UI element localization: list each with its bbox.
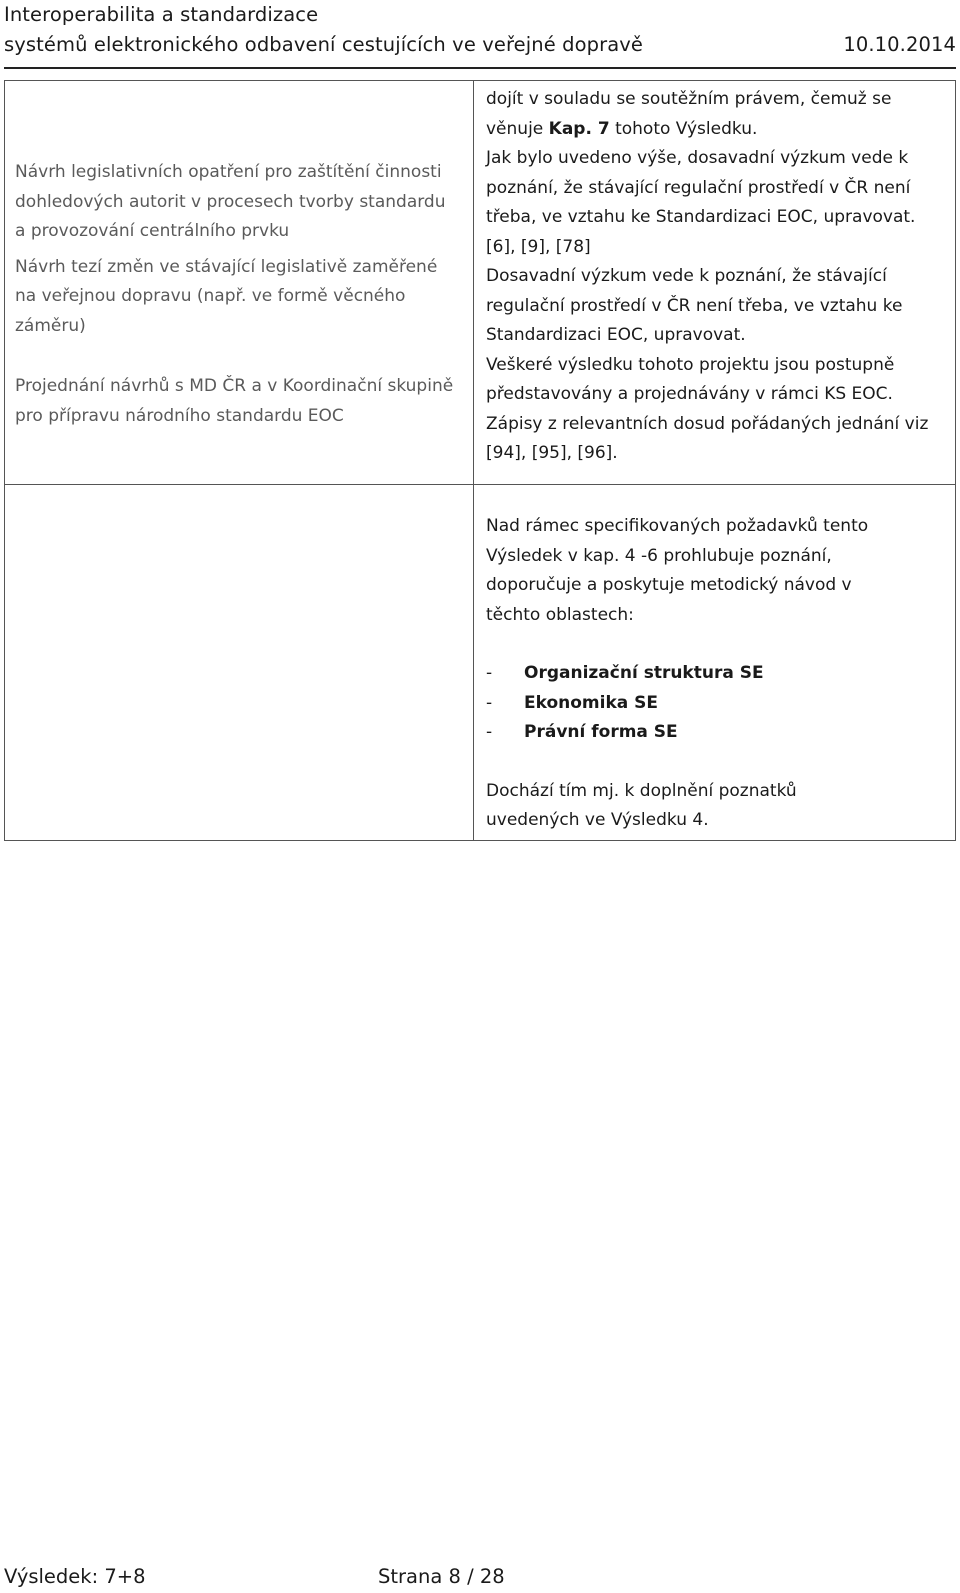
footer-result: Výsledek: 7+8	[4, 1565, 146, 1588]
right-paragraph-1-tail: tohoto Výsledku.	[609, 118, 758, 139]
list-item-label: Organizační struktura SE	[524, 663, 764, 683]
outro-paragraph: Dochází tím mj. k doplnění poznatků uvedených ve Výsledku 4.	[486, 780, 797, 830]
header-date: 10.10.2014	[843, 33, 956, 56]
right-paragraph-1-text: dojít v souladu se soutěžním právem, čemuž se věnuje	[486, 89, 892, 139]
requirements-table-top	[4, 80, 956, 485]
right-paragraph-1	[486, 85, 946, 144]
column-divider-bottom	[473, 485, 474, 840]
list-item	[486, 718, 876, 748]
list-item	[486, 659, 876, 689]
table-cell-bottom-right	[486, 512, 876, 836]
header-title-line2: systémů elektronického odbavení cestujících ve veřejné dopravě	[4, 33, 644, 56]
requirements-table-bottom	[4, 484, 956, 841]
list-item-label: Právní forma SE	[524, 722, 678, 742]
list-dash: -	[486, 663, 493, 683]
header-divider	[4, 67, 956, 69]
column-divider	[473, 81, 474, 484]
header-title-line1: Interoperabilita a standardizace	[4, 3, 319, 26]
table-cell-right	[486, 85, 946, 469]
focus-area-list	[486, 659, 876, 748]
list-dash: -	[486, 692, 493, 713]
list-dash: -	[486, 722, 493, 742]
right-paragraph-2: Jak bylo uvedeno výše, dosavadní výzkum vede k poznání, že stávající regulační prostředí v ČR není třeba, ve vztahu ke Standardizaci EOC, upravovat. [6], [9], [78]	[486, 148, 916, 257]
page-header	[4, 0, 956, 60]
left-paragraph-2: Návrh tezí změn ve stávající legislativě zaměřené na veřejnou dopravu (např. ve formě věcného záměru)	[15, 256, 438, 336]
table-cell-left	[15, 158, 460, 431]
intro-paragraph: Nad rámec specifikovaných požadavků tento Výsledek v kap. 4 -6 prohlubuje poznání, doporučuje a poskytuje metodický návod v těchto oblastech:	[486, 516, 869, 625]
right-paragraph-4: Veškeré výsledku tohoto projektu jsou postupně představovány a projednávány v rámci KS EOC. Zápisy z relevantních dosud pořádaných jednání viz [94], [95], [96].	[486, 354, 929, 463]
list-item	[486, 689, 876, 719]
footer-page-number: Strana 8 / 28	[378, 1565, 505, 1588]
chapter-reference: Kap. 7	[548, 118, 610, 139]
left-paragraph-1: Návrh legislativních opatření pro zaštítění činnosti dohledových autorit v procesech tvorby standardu a provozování centrálního prvku	[15, 162, 446, 241]
header-title-row	[4, 30, 956, 60]
left-paragraph-3: Projednání návrhů s MD ČR a v Koordinační skupině pro přípravu národního standardu EOC	[15, 376, 454, 426]
right-paragraph-3: Dosavadní výzkum vede k poznání, že stávající regulační prostředí v ČR není třeba, ve vztahu ke Standardizaci EOC, upravovat.	[486, 266, 903, 345]
page-footer	[4, 1564, 505, 1590]
list-item-label: Ekonomika SE	[524, 692, 659, 713]
